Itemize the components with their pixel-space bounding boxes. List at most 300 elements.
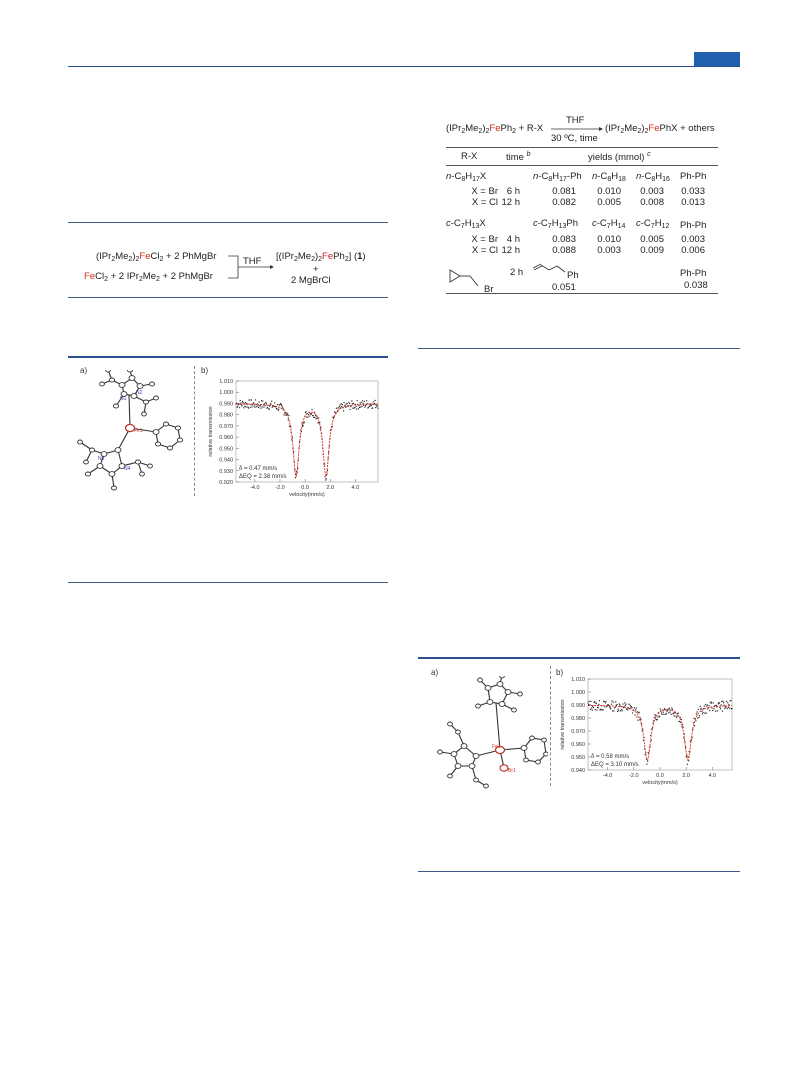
y-tick-label: 1.000 (571, 690, 585, 696)
table-cell: 0.010 (597, 234, 621, 245)
data-point (604, 706, 605, 707)
data-point (295, 477, 296, 478)
table-top-rule (446, 147, 718, 148)
data-point (634, 707, 635, 708)
figure1-atom-n1: N1 (120, 396, 127, 402)
data-point (306, 411, 307, 412)
data-point (249, 399, 250, 400)
data-point (646, 764, 647, 765)
data-point (704, 706, 705, 707)
figure1-panel-b-label: b) (201, 366, 209, 375)
y-tick-label: 0.970 (219, 423, 233, 430)
data-point (266, 403, 267, 404)
data-point (668, 712, 669, 713)
table-cell: 0.083 (552, 234, 576, 245)
data-point (358, 408, 359, 409)
table-col-head: $c-C_7H_{14}$ (592, 218, 626, 230)
data-point (314, 412, 315, 413)
data-point (262, 406, 263, 407)
data-point (698, 709, 699, 710)
table-header-yields: yields (mmol) $^c$ (588, 151, 651, 164)
data-point (715, 711, 716, 712)
right-rule-1 (418, 348, 740, 349)
data-point (364, 401, 365, 402)
data-point (284, 414, 285, 415)
data-point (237, 406, 238, 407)
table-cell: 0.008 (640, 197, 664, 208)
x-tick-label: 4.0 (708, 773, 717, 779)
data-point (727, 702, 728, 703)
data-point (354, 407, 355, 408)
data-point (269, 409, 270, 410)
data-point (675, 716, 676, 717)
data-point (694, 725, 695, 726)
data-point (665, 709, 666, 710)
data-point (361, 406, 362, 407)
data-point (627, 709, 628, 710)
data-point (587, 702, 588, 703)
data-point (671, 714, 672, 715)
data-point (596, 703, 597, 704)
table-header-rx: R-X (461, 151, 478, 162)
data-point (622, 703, 623, 704)
data-point (637, 711, 638, 712)
data-point (281, 405, 282, 406)
data-point (351, 400, 352, 401)
data-point (344, 402, 345, 403)
data-point (371, 405, 372, 406)
x-tick-label: 0.0 (656, 773, 664, 779)
data-point (727, 708, 728, 709)
data-point (702, 712, 703, 713)
y-tick-label: 0.920 (219, 480, 233, 486)
data-point (713, 702, 714, 703)
isomer-shift-label: δ = 0.58 mm/s (591, 754, 630, 760)
data-point (687, 764, 688, 765)
data-point (237, 407, 238, 408)
data-point (669, 712, 670, 713)
data-point (338, 407, 339, 408)
table-col-head: $n-C_8H_{18}$ (592, 171, 626, 183)
data-point (721, 701, 722, 702)
data-point (282, 406, 283, 407)
table-header-time: time $^b$ (506, 151, 531, 164)
data-point (711, 702, 712, 703)
data-point (356, 408, 357, 409)
table-cell: 0.081 (552, 186, 576, 197)
data-point (276, 408, 277, 409)
data-point (666, 713, 667, 714)
data-point (640, 717, 641, 718)
data-point (341, 403, 342, 404)
figure1-divider (194, 366, 195, 496)
table-row (446, 234, 705, 245)
data-point (349, 409, 350, 410)
x-tick-label: 2.0 (326, 485, 335, 491)
data-point (369, 406, 370, 407)
table-row (446, 245, 705, 256)
table-cell: 12 h (501, 197, 520, 208)
data-point (594, 701, 595, 702)
x-tick-label: -2.0 (275, 485, 285, 491)
table-group-2-rows (446, 234, 705, 256)
data-point (609, 706, 610, 707)
figure2-panel-b-label: b) (556, 668, 564, 677)
x-tick-label: 0.0 (301, 485, 309, 491)
table-cell: 0.003 (597, 245, 621, 256)
scheme-byproduct: 2 MgBrCl (291, 275, 331, 286)
data-point (722, 711, 723, 712)
data-point (590, 709, 591, 710)
data-point (619, 704, 620, 705)
data-point (602, 709, 603, 710)
table-cell: X = Br (471, 234, 498, 245)
y-tick-label: 1.010 (219, 379, 233, 385)
data-point (605, 701, 606, 702)
data-point (260, 405, 261, 406)
y-tick-label: 0.940 (571, 768, 585, 774)
table-col-head: $c-C_7H_{13}Ph$ (533, 218, 578, 230)
data-point (262, 401, 263, 402)
data-point (251, 399, 252, 400)
data-point (352, 408, 353, 409)
data-point (590, 701, 591, 702)
data-point (621, 709, 622, 710)
scheme-top-rule (68, 222, 388, 223)
data-point (637, 720, 638, 721)
data-point (261, 400, 262, 401)
data-point (250, 407, 251, 408)
data-point (679, 721, 680, 722)
data-point (326, 478, 327, 479)
y-tick-label: 0.940 (219, 457, 233, 464)
structure-br-label: Br (484, 284, 494, 294)
data-point (705, 712, 706, 713)
data-point (729, 708, 730, 709)
data-point (696, 711, 697, 712)
table-group-cycloheptyl: $c-C_7H_{13}X$ (446, 218, 486, 230)
data-point (339, 406, 340, 407)
data-point (277, 404, 278, 405)
data-point (663, 712, 664, 713)
figure1-atom-fe: Fe1 (134, 428, 143, 434)
data-point (243, 407, 244, 408)
data-point (376, 406, 377, 407)
data-point (288, 415, 289, 416)
data-point (687, 756, 688, 757)
table-last-col4-label: Ph-Ph (680, 268, 707, 279)
data-point (615, 707, 616, 708)
data-point (610, 708, 611, 709)
table-cell: X = Cl (471, 245, 498, 256)
data-point (372, 407, 373, 408)
data-point (630, 705, 631, 706)
data-point (654, 714, 655, 715)
data-point (358, 405, 359, 406)
data-point (724, 708, 725, 709)
table-col-head: $n-C_8H_{16}$ (636, 171, 670, 183)
data-point (707, 708, 708, 709)
data-point (598, 704, 599, 705)
data-point (726, 701, 727, 702)
table-cell: 0.013 (681, 197, 705, 208)
data-point (721, 704, 722, 705)
data-point (361, 402, 362, 403)
header-tab (694, 52, 740, 66)
data-point (309, 416, 310, 417)
figure2-molecule (428, 676, 548, 792)
data-point (244, 406, 245, 407)
data-point (247, 406, 248, 407)
data-point (662, 714, 663, 715)
data-point (632, 712, 633, 713)
figure2-atom-br: Br1 (508, 768, 516, 774)
data-point (718, 703, 719, 704)
data-point (655, 715, 656, 716)
data-point (355, 406, 356, 407)
data-point (669, 708, 670, 709)
data-point (712, 710, 713, 711)
figure2-atom-fe: Fe1 (492, 744, 501, 750)
x-axis-label: velocity(mm/s) (642, 780, 678, 786)
data-point (730, 700, 731, 701)
data-point (347, 403, 348, 404)
table-cell: 6 h (506, 186, 520, 197)
data-point (676, 717, 677, 718)
data-point (613, 710, 614, 711)
y-tick-label: 0.950 (219, 446, 233, 453)
data-point (251, 406, 252, 407)
data-point (696, 713, 697, 714)
data-point (636, 707, 637, 708)
data-point (619, 703, 620, 704)
data-point (364, 407, 365, 408)
data-point (672, 709, 673, 710)
data-point (674, 715, 675, 716)
table-cell: 12 h (501, 245, 520, 256)
data-point (311, 409, 312, 410)
y-axis-label: relative transmission (208, 406, 214, 457)
fit-curve (588, 705, 732, 760)
data-point (353, 403, 354, 404)
scheme-solvent: THF (243, 256, 262, 267)
data-point (592, 706, 593, 707)
data-point (715, 705, 716, 706)
data-point (317, 422, 318, 423)
x-tick-label: -2.0 (629, 773, 639, 779)
data-point (260, 408, 261, 409)
data-point (246, 406, 247, 407)
data-point (253, 402, 254, 403)
y-tick-label: 1.000 (219, 390, 233, 397)
figure1-bottom-rule (68, 582, 388, 583)
data-point (377, 404, 378, 405)
data-point (375, 407, 376, 408)
data-point (622, 710, 623, 711)
data-point (634, 714, 635, 715)
data-point (348, 402, 349, 403)
data-point (615, 701, 616, 702)
data-point (611, 704, 612, 705)
data-point (362, 400, 363, 401)
y-tick-label: 0.980 (571, 716, 585, 722)
butenylbenzene-structure (533, 262, 593, 280)
data-point (625, 705, 626, 706)
data-point (349, 403, 350, 404)
data-point (241, 405, 242, 406)
data-point (341, 406, 342, 407)
data-point (240, 400, 241, 401)
header-rule (68, 66, 740, 67)
data-point (616, 704, 617, 705)
quadrupole-splitting-label: ΔEQ = 3.10 mm/s (591, 762, 639, 768)
data-point (593, 707, 594, 708)
data-point (704, 713, 705, 714)
table-conditions-top: THF (566, 115, 585, 126)
table-reaction-arrow (551, 126, 603, 132)
y-tick-label: 0.970 (571, 729, 585, 735)
data-point (278, 410, 279, 411)
data-point (267, 407, 268, 408)
data-point (705, 704, 706, 705)
data-point (243, 402, 244, 403)
table-cell: 0.033 (681, 186, 705, 197)
data-point (257, 405, 258, 406)
table-product: $(IPr_2Me_2)_2FePhX$ + others (605, 123, 715, 135)
table-cell: 0.003 (681, 234, 705, 245)
table-cell: 0.010 (597, 186, 621, 197)
data-point (699, 706, 700, 707)
table-cell: 0.082 (552, 197, 576, 208)
y-tick-label: 0.960 (571, 742, 585, 748)
data-point (647, 760, 648, 761)
data-point (239, 407, 240, 408)
data-point (719, 703, 720, 704)
data-point (310, 413, 311, 414)
data-point (377, 408, 378, 409)
data-point (723, 702, 724, 703)
data-point (270, 403, 271, 404)
table-row (446, 186, 705, 197)
data-point (678, 713, 679, 714)
data-point (693, 718, 694, 719)
data-point (313, 417, 314, 418)
table-col-head: Ph-Ph (680, 220, 707, 231)
data-point (264, 403, 265, 404)
data-point (601, 709, 602, 710)
data-point (595, 709, 596, 710)
figure2-divider (550, 666, 551, 786)
data-point (709, 710, 710, 711)
data-point (657, 717, 658, 718)
data-point (713, 708, 714, 709)
data-point (668, 708, 669, 709)
table-cell: 0.009 (640, 245, 664, 256)
table-last-yield1: 0.051 (552, 282, 576, 293)
quadrupole-splitting-label: ΔEQ = 2.38 mm/s (239, 474, 287, 480)
data-point (278, 409, 279, 410)
data-point (631, 707, 632, 708)
data-point (303, 425, 304, 426)
data-point (624, 702, 625, 703)
figure2-panel-a-label: a) (431, 668, 439, 677)
data-point (591, 707, 592, 708)
data-point (613, 702, 614, 703)
data-point (359, 407, 360, 408)
data-point (697, 718, 698, 719)
x-tick-label: -4.0 (250, 485, 260, 491)
table-group-n-octyl: $n-C_8H_{17}X$ (446, 171, 487, 183)
scheme-plus: + (313, 264, 319, 275)
data-point (612, 711, 613, 712)
data-point (725, 707, 726, 708)
data-point (695, 720, 696, 721)
data-point (717, 710, 718, 711)
table-cell: 0.088 (552, 245, 576, 256)
data-point (604, 701, 605, 702)
table-cell: X = Cl (471, 197, 498, 208)
figure1-atom-n2: N2 (136, 390, 143, 396)
data-point (701, 708, 702, 709)
y-tick-label: 0.990 (219, 401, 233, 408)
y-tick-label: 0.960 (219, 435, 233, 442)
data-point (342, 404, 343, 405)
data-point (707, 704, 708, 705)
y-tick-label: 0.950 (571, 755, 585, 761)
data-point (702, 713, 703, 714)
table-cell: 0.006 (681, 245, 705, 256)
data-point (265, 405, 266, 406)
data-point (255, 399, 256, 400)
table-cell: X = Br (471, 186, 498, 197)
data-point (373, 401, 374, 402)
data-point (596, 709, 597, 710)
scheme-product: $[(IPr_2Me_2)_2FePh_2]$ (1) (276, 251, 366, 263)
figure1-atom-n3: N3 (98, 456, 105, 462)
data-point (343, 410, 344, 411)
x-tick-label: -4.0 (602, 773, 613, 779)
figure1-panel-a-label: a) (80, 366, 88, 375)
data-point (363, 405, 364, 406)
data-point (259, 401, 260, 402)
y-tick-label: 0.930 (219, 468, 233, 475)
data-point (673, 712, 674, 713)
data-point (258, 407, 259, 408)
table-last-yield4: 0.038 (684, 280, 708, 291)
data-point (339, 405, 340, 406)
table-cell: 0.003 (640, 186, 664, 197)
y-axis-label: relative transmission (560, 699, 566, 750)
y-tick-label: 1.010 (571, 677, 585, 683)
data-point (706, 706, 707, 707)
data-point (325, 476, 326, 477)
x-tick-label: 2.0 (682, 773, 691, 779)
data-point (313, 415, 314, 416)
data-point (345, 405, 346, 406)
data-point (316, 418, 317, 419)
data-point (720, 708, 721, 709)
data-point (612, 700, 613, 701)
data-point (306, 417, 307, 418)
data-point (728, 707, 729, 708)
data-point (311, 413, 312, 414)
data-point (618, 709, 619, 710)
data-point (242, 401, 243, 402)
data-point (636, 716, 637, 717)
data-point (592, 710, 593, 711)
data-point (263, 406, 264, 407)
data-point (722, 700, 723, 701)
